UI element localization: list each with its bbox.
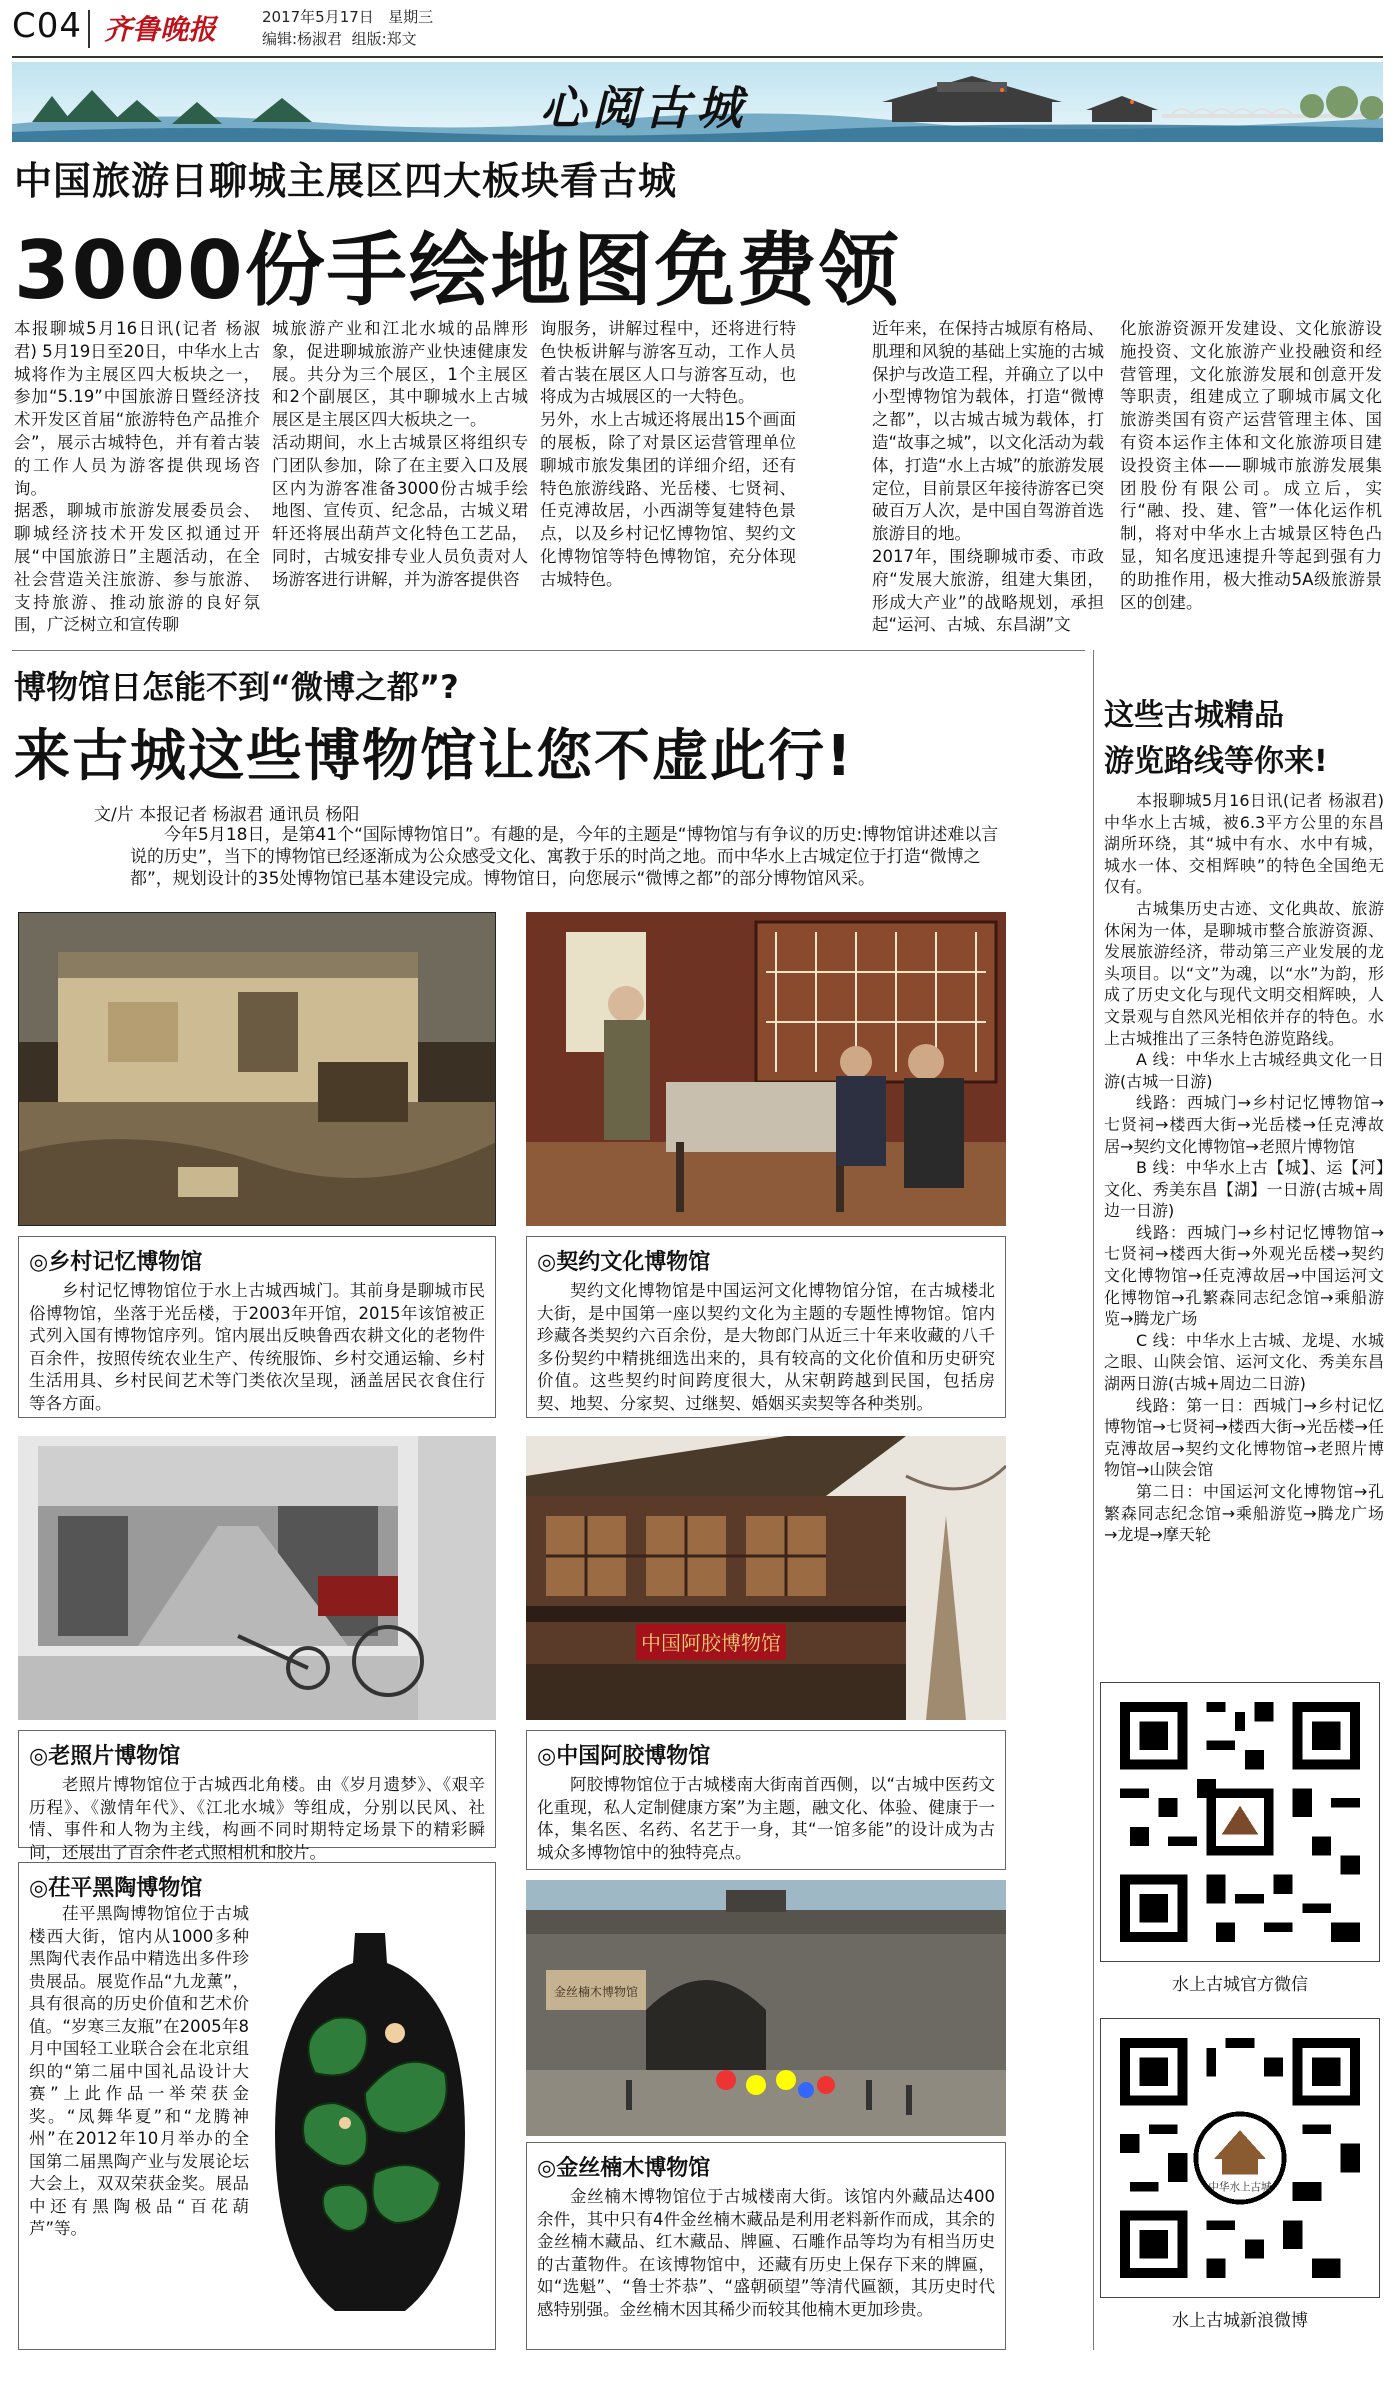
newspaper-logo: 齐鲁晚报 <box>104 13 217 46</box>
issue-weekday: 星期三 <box>388 8 434 26</box>
issue-date: 2017年5月17日 <box>262 8 374 26</box>
museum-title: ◎契约文化博物馆 <box>537 1250 711 1275</box>
story2-kicker: 博物馆日怎能不到“微博之都”? <box>14 668 459 706</box>
museum-description: 契约文化博物馆是中国运河文化博物馆分馆，在古城楼北大街，是中国第一座以契约文化为主题的专题性博物馆。馆内珍藏各类契约六百余份，是大物郎门从近三十年来收藏的八千多份契约中精挑细选出来的，具有较高的文化价值和历史研究价值。这些契约时间跨度很大，从宋朝跨越到民国，包括房契、地契、分家契、过继契、婚姻买卖契等各种类别。 <box>537 1281 995 1413</box>
story2-headline: 来古城这些博物馆让您不虚此行! <box>14 724 854 789</box>
museum-title: ◎乡村记忆博物馆 <box>29 1250 203 1275</box>
story1-headline: 3000份手绘地图免费领 <box>14 224 901 317</box>
museum-card-rural-memory <box>18 1236 496 1418</box>
museum-description: 茌平黑陶博物馆位于古城楼西大街，馆内从1000多种黑陶代表作品中精选出多件珍贵展品。展览作品“九龙薰”，具有很高的历史价值和艺术价值。“岁寒三友瓶”在2005年8月中国轻工业联合会在北京组织的“第二届中国礼品设计大赛”上此作品一举荣获金奖。“凤舞华夏”和“龙腾神州”在2012年10月举办的全国第二届黑陶产业与发展论坛大会上，双双荣获金奖。展品中还有黑陶极品“百花葫芦”等。 <box>29 1904 249 2238</box>
weibo-qr-code <box>1100 2018 1380 2298</box>
sidebar-divider <box>1093 650 1094 2350</box>
route-b-title: B 线：中华水上古【城】、运【河】文化、秀美东昌【湖】一日游(古城+周边一日游) <box>1104 1158 1384 1221</box>
museum-card-black-pottery <box>18 1862 496 2350</box>
route-c-day1: 线路：第一日：西城门→乡村记忆博物馆→七贤祠→楼西大街→光岳楼→任克溥故居→契约文化博物馆→老照片博物馆→山陕会馆 <box>1104 1395 1384 1480</box>
museum-plaque-text: 金丝楠木博物馆 <box>553 1985 639 1999</box>
museum-title: ◎金丝楠木博物馆 <box>537 2156 711 2181</box>
weibo-qr-caption: 水上古城新浪微博 <box>1172 2311 1308 2331</box>
story1-column-3: 询服务，讲解过程中，还将进行特色快板讲解与游客互动，工作人员着古装在展区人口与游客互动，也将成为古城展区的一大特色。 另外，水上古城还将展出15个画面的展板，除了对景区运营管理单位聊城市旅发集团的详细介绍，还有特色旅游线路、光岳楼、七贤祠、任克溥故居，小西湖等复建特色景点，以及乡村记忆博物馆、契约文化博物馆等特色博物馆，充分体现古城特色。 <box>540 319 796 589</box>
route-c-day2: 第二日：中国运河文化博物馆→孔繁森同志纪念馆→乘船游览→腾龙广场→龙堤→摩天轮 <box>1104 1482 1384 1545</box>
story1-kicker: 中国旅游日聊城主展区四大板块看古城 <box>14 159 678 203</box>
museum-card-contract <box>526 1236 1006 1418</box>
story2-lead: 今年5月18日，是第41个“国际博物馆日”。有趣的是，今年的主题是“博物馆与有争议的历史:博物馆讲述难以言说的历史”，当下的博物馆已经逐渐成为公众感受文化、寓教于乐的时尚之地。而中华水上古城定位于打造“微博之都”，规划设计的35处博物馆已基本建设完成。博物馆日，向您展示“微博之都”的部分博物馆风采。 <box>130 825 999 889</box>
photo-golden-nanmu-museum <box>526 1880 1006 2136</box>
photo-rural-memory-museum <box>18 912 496 1226</box>
story1-column-4: 近年来，在保持古城原有格局、肌理和风貌的基础上实施的古城保护与改造工程，并确立了以中小型博物馆为载体，打造“微博之都”，以古城古城为载体，打造“故事之城”，以文化活动为载体，打造“水上古城”的旅游发展定位，目前景区年接待游客已突破百万人次，是中国自驾游首选旅游目的地。 2017年，围绕聊城市委、市政府“发展大旅游，组建大集团，形成大产业”的战略规划，承担起“运河、古城、东昌湖”文 <box>872 319 1104 635</box>
sidebar-body <box>1104 790 1384 1546</box>
museum-title: ◎中国阿胶博物馆 <box>537 1744 711 1769</box>
route-a-title: A 线：中华水上古城经典文化一日游(古城一日游) <box>1104 1050 1384 1091</box>
layout-editor: 组版:郑文 <box>351 30 417 48</box>
weibo-logo-text: 中华水上古城 <box>1208 2181 1272 2194</box>
header-rule <box>12 56 1383 58</box>
museum-description: 阿胶博物馆位于古城楼南大街南首西侧，以“古城中医药文化重现，私人定制健康方案”为主题，融文化、体验、健康于一体，集名医、名药、名艺于一身，其“一馆多能”的设计成为古城众多博物馆中的独特亮点。 <box>537 1775 995 1862</box>
sidebar-paragraph: 古城集历史古迹、文化典故、旅游休闲为一体，是聊城市整合旅游资源、发展旅游经济，带动第三产业发展的龙头项目。以“文”为魂，以“水”为韵，形成了历史文化与现代文明交相辉映，人文景观与自然风光相依并存的特色。水上古城推出了三条特色游览路线。 <box>1104 898 1384 1048</box>
museum-card-old-photos <box>18 1730 496 1862</box>
header-meta <box>262 6 433 50</box>
photo-ejiao-museum <box>526 1436 1006 1720</box>
museum-title: ◎茌平黑陶博物馆 <box>29 1876 203 1901</box>
museum-card-ejiao <box>526 1730 1006 1870</box>
route-c-title: C 线：中华水上古城、龙堤、水城之眼、山陕会馆、运河文化、秀美东昌湖两日游(古城+周边二日游) <box>1104 1330 1384 1394</box>
route-b-stops: 线路：西城门→乡村记忆博物馆→七贤祠→楼西大街→外观光岳楼→契约文化博物馆→任克溥故居→中国运河文化博物馆→孔繁森同志纪念馆→乘船游览→腾龙广场 <box>1104 1222 1384 1329</box>
story1-column-2: 城旅游产业和江北水城的品牌形象，促进聊城旅游产业快速健康发展。共分为三个展区，1个主展区和2个副展区，其中聊城水上古城展区是主展区四大板块之一。 活动期间，水上古城景区将组织专门团队参加，除了在主要入口及展区内为游客准备3000份古城手绘地图、宣传页、纪念品，古城义珺轩还将展出葫芦文化特色工艺品，同时，古城安排专业人员负责对人场游客进行讲解，并为游客提供咨 <box>272 319 528 589</box>
photo-old-photos-museum <box>18 1436 496 1720</box>
section-divider <box>12 650 1085 651</box>
route-a-stops: 线路：西城门→乡村记忆博物馆→七贤祠→楼西大街→光岳楼→任克溥故居→契约文化博物馆→老照片博物馆 <box>1104 1093 1384 1156</box>
museum-description: 老照片博物馆位于古城西北角楼。由《岁月遗梦》、《艰辛历程》、《激情年代》、《江北水城》等组成，分别以民风、社情、事件和人物为主线，构画不同时期特定场景下的精彩瞬间，还展出了百余件老式照相机和胶片。 <box>29 1775 485 1862</box>
story1-column-5: 化旅游资源开发建设、文化旅游设施投资、文化旅游产业投融资和经营管理，文化旅游发展和创意开发等职责，组建成立了聊城市属文化旅游类国有资产运营管理主体、国有资本运作主体和文化旅游项目建设投资主体——聊城市旅游发展集团股份有限公司。成立后，实行“融、投、建、管”一体化运作机制，将对中华水上古城景区特色凸显，知名度迅速提升等起到强有力的助推作用，极大推动5A级旅游景区的创建。 <box>1120 319 1382 612</box>
wechat-qr-code <box>1100 1682 1380 1962</box>
page-number: C04 <box>12 6 83 46</box>
wechat-qr-caption: 水上古城官方微信 <box>1172 1975 1308 1995</box>
black-pottery-vase-image <box>255 1923 485 2323</box>
museum-title: ◎老照片博物馆 <box>29 1744 181 1769</box>
story1-column-1: 本报聊城5月16日讯(记者 杨淑君) 5月19日至20日，中华水上古城将作为主展区四大板块之一，参加“5.19”中国旅游日暨经济技术开发区首届“旅游特色产品推介会”，展示古城特色，并有着古装的工作人员为游客提供现场咨询。 据悉，聊城市旅游发展委员会、聊城经济技术开发区拟通过开展“中国旅游日”主题活动，在全社会营造关注旅游、参与旅游、支持旅游、推动旅游的良好氛围，广泛树立和宣传聊 <box>14 319 260 635</box>
story2-byline: 文/片 本报记者 杨淑君 通讯员 杨阳 <box>94 805 360 825</box>
sidebar-title-line1: 这些古城精品 <box>1104 698 1284 733</box>
sidebar-title-line2: 游览路线等你来! <box>1104 744 1328 779</box>
header-divider <box>88 10 90 48</box>
sidebar-paragraph: 本报聊城5月16日讯(记者 杨淑君) 中华水上古城，被6.3平方公里的东昌湖所环绕，其“城中有水、水中有城，城水一体、交相辉映”的特色全国绝无仅有。 <box>1104 791 1384 897</box>
museum-card-golden-nanmu <box>526 2142 1006 2350</box>
section-title: 心阅古城 <box>540 81 748 135</box>
museum-description: 乡村记忆博物馆位于水上古城西城门。其前身是聊城市民俗博物馆，坐落于光岳楼，于2003年开馆，2015年该馆被正式列入国有博物馆序列。馆内展出反映鲁西农耕文化的老物件百余件，按照传统农业生产、传统服饰、乡村交通运输、乡村生活用具、乡村民间艺术等门类依次呈现，涵盖居民衣食住行等各方面。 <box>29 1281 485 1413</box>
museum-description: 金丝楠木博物馆位于古城楼南大街。该馆内外藏品达400余件，其中只有4件金丝楠木藏品是利用老料新作而成，其余的金丝楠木藏品、红木藏品、牌匾、石雕作品等均为有相当历史的古董物件。在该博物馆中，还藏有历史上保存下来的牌匾，如“选魁”、“鲁士芥恭”、“盛朝硕望”等清代匾额，其历史时代感特别强。金丝楠木因其稀少而较其他楠木更加珍贵。 <box>537 2187 995 2319</box>
editor: 编辑:杨淑君 <box>262 30 343 48</box>
photo-contract-museum <box>526 912 1006 1226</box>
museum-sign-text: 中国阿胶博物馆 <box>641 1631 781 1655</box>
